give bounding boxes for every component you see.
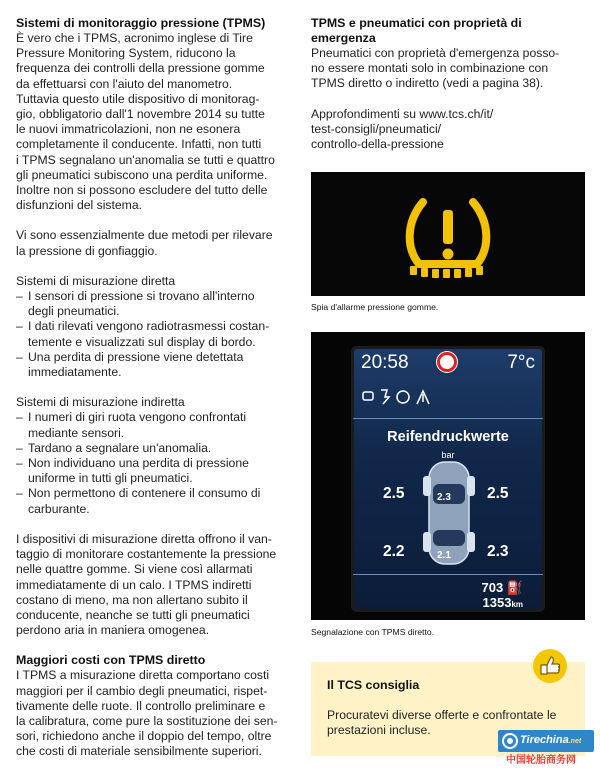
watermark (498, 730, 594, 766)
list-item: – I dati rilevati vengono radiotrasmessi costan- temente e visualizzati sul display di bordo. (16, 319, 292, 349)
display-odometer-unit: km (511, 600, 523, 609)
dashboard-screen (351, 346, 545, 612)
list-item: – Tardano a segnalare un'anomalia. (16, 441, 292, 456)
runflat-paragraph: Pneumatici con proprietà d'emergenza posso- no essere montati solo in combinazione con TPMS diretto o indiretto (vedi a pagina 38). (311, 46, 560, 91)
fuel-pump-icon: ⛽ (503, 580, 523, 595)
indirect-heading: Sistemi di misurazione indiretta (16, 395, 185, 410)
costs-paragraph: I TPMS a misurazione diretta comportano costi maggiori per il cambio degli pneumatici, rispet- tivamente delle ruote. Il controllo preliminare e la calibratura, come pure la sostituzione dei sen- sori, richiedono anche il doppio del tempo, oltre che costi di materiale sensibilmente superiori. (16, 668, 278, 759)
warning-light-photo (311, 172, 585, 296)
list-item: – Una perdita di pressione viene detettata immediatamente. (16, 350, 292, 380)
tip-text: Procuratevi diverse offerte e confrontate le prestazioni incluse. (327, 708, 557, 737)
list-item: – Non individuano una perdita di pressione uniforme in tutti gli pneumatici. (16, 456, 292, 486)
indirect-list (16, 410, 292, 516)
display-time: 20:58 (361, 352, 409, 373)
warning-caption: Spia d'allarme pressione gomme. (311, 302, 439, 312)
display-title: Reifendruckwerte (387, 429, 509, 445)
watermark-chinese: 中国轮胎商务网 (506, 755, 576, 766)
display-temperature: 7°c (507, 352, 535, 373)
costs-heading: Maggiori costi con TPMS diretto (16, 653, 206, 668)
list-item: – I sensori di pressione si trovano all'interno degli pneumatici. (16, 289, 292, 319)
list-item: – I numeri di giri ruota vengono confrontati mediante sensori. (16, 410, 292, 440)
pressure-rear-inner: 2.1 (437, 550, 451, 561)
comparison-paragraph: I dispositivi di misurazione diretta offrono il van- taggio di monitorare costantemente la pressione nelle quattre gomme. Si viene così allarmati immediatamente di un calo. I TPMS indiretti costano di meno, ma non allertano subito il conducente, neanche se tutti gli pneumatici perdono aria in maniera omogenea. (16, 531, 277, 638)
display-unit: bar (441, 450, 455, 460)
pressure-front-inner: 2.3 (437, 492, 451, 503)
list-item: – Non permettono di contenere il consumo di carburante. (16, 486, 292, 516)
watermark-logo: Tirechina.net (520, 734, 582, 746)
thumbs-up-icon (533, 649, 567, 683)
left-column (16, 16, 292, 760)
speed-limit-icon (435, 350, 459, 374)
display-range-odometer (481, 580, 523, 612)
pressure-rear-right: 2.3 (487, 543, 509, 560)
tpms-warning-icon (311, 172, 585, 296)
methods-intro-paragraph: Vi sono essenzialmente due metodi per rilevare la pressione di gonfiaggio. (16, 228, 273, 258)
assist-icons (361, 388, 441, 406)
direct-heading: Sistemi di misurazione diretta (16, 273, 176, 288)
tpms-display-photo (311, 332, 585, 620)
display-caption: Segnalazione con TPMS diretto. (311, 627, 435, 637)
runflat-heading: TPMS e pneumatici con proprietà di emergenza (311, 16, 522, 45)
right-column (311, 16, 585, 152)
tip-title: Il TCS consiglia (327, 678, 420, 692)
direct-list (16, 289, 292, 380)
display-range: 703 (481, 580, 504, 595)
more-info-link[interactable]: Approfondimenti su www.tcs.ch/it/ test-consigli/pneumatici/ controllo-della-pressione (311, 106, 494, 152)
pressure-front-left: 2.5 (383, 485, 405, 502)
tpms-heading: Sistemi di monitoraggio pressione (TPMS) (16, 16, 266, 30)
pressure-rear-left: 2.2 (383, 543, 405, 560)
tire-logo-icon (502, 733, 518, 749)
pressure-front-right: 2.5 (487, 485, 509, 502)
tpms-intro-paragraph: È vero che i TPMS, acronimo inglese di Tire Pressure Monitoring System, riducono la frequenza dei controlli della pressione gomme da effettuarsi con l'aiuto del manometro. Tuttavia questo utile dispositivo di monitorag- gio, obbligatorio dall'1 novembre 2014 su tutte le nuovi immatricolazioni, non ne esonera completamente il conducente. Infatti, non tutti i TPMS segnalano un'anomalia se tutti e quattro gli pneumatici subiscono una perdita uniforme. Inoltre non si possono escludere del tutto delle disfunzioni del sistema. (16, 31, 275, 213)
display-odometer: 1353 (482, 595, 512, 610)
